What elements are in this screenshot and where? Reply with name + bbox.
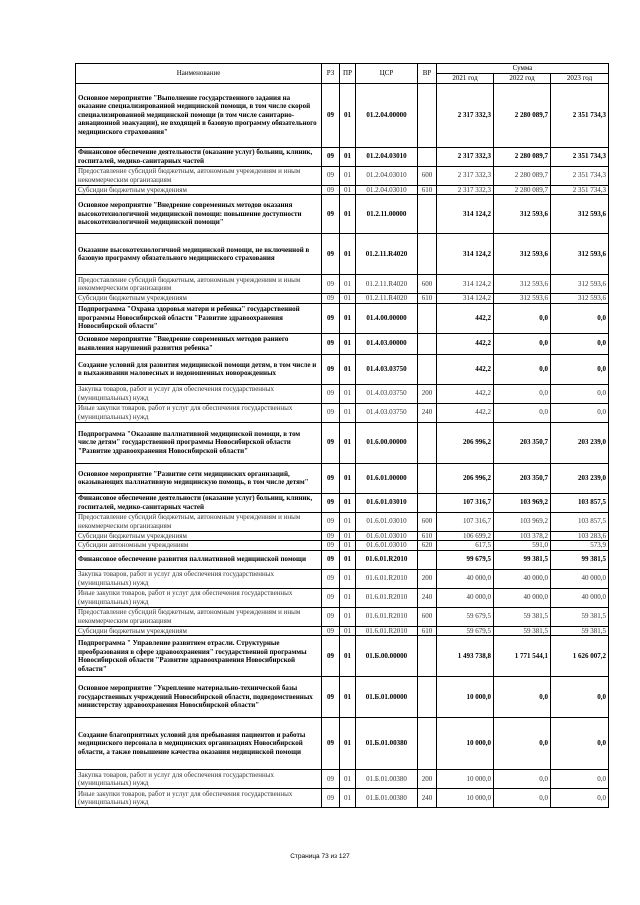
cell-rz: 09: [322, 354, 340, 384]
cell-2022: 312 593,6: [494, 195, 551, 234]
cell-name: Основное мероприятие "Укрепление материально-технической базы государственных учреждений Новосибирской области, подведомственных министерству здравоохранения Новосибирской области": [76, 677, 322, 718]
cell-name: Закупка товаров, работ и услуг для обеспечения государственных (муниципальных) нужд: [76, 569, 322, 588]
cell-csr: 01.2.04.03010: [356, 147, 418, 166]
cell-csr: 01.Б.00.00000: [356, 636, 418, 677]
table-row: [76, 185, 609, 195]
cell-name: Субсидии бюджетным учреждениям: [76, 626, 322, 636]
cell-csr: 01.2.11.R4020: [356, 294, 418, 304]
cell-2022: 2 280 089,7: [494, 83, 551, 147]
cell-vr: [418, 354, 437, 384]
cell-vr: [418, 493, 437, 512]
cell-name: Создание благоприятных условий для пребывания пациентов и работы медицинского персонала в медицинских организациях Новосибирской области, а также повышение качества оказания медицинской помощи: [76, 718, 322, 770]
cell-2022: 1 771 544,1: [494, 636, 551, 677]
cell-2023: 312 593,6: [551, 234, 609, 275]
cell-vr: [418, 303, 437, 333]
cell-2023: 0,0: [551, 789, 609, 808]
cell-2021: 59 679,5: [437, 626, 494, 636]
cell-csr: 01.2.04.03010: [356, 185, 418, 195]
cell-2021: 314 124,2: [437, 195, 494, 234]
cell-rz: 09: [322, 789, 340, 808]
cell-vr: [418, 333, 437, 354]
cell-rz: 09: [322, 83, 340, 147]
cell-vr: 240: [418, 789, 437, 808]
table-row: [76, 403, 609, 422]
cell-pr: 01: [340, 770, 356, 789]
table-row: [76, 677, 609, 718]
cell-2023: 40 000,0: [551, 569, 609, 588]
cell-rz: 09: [322, 718, 340, 770]
cell-2021: 40 000,0: [437, 569, 494, 588]
cell-2021: 10 000,0: [437, 718, 494, 770]
cell-name: Иные закупки товаров, работ и услуг для обеспечения государственных (муниципальных) нужд: [76, 789, 322, 808]
cell-2022: 59 381,5: [494, 607, 551, 626]
cell-rz: 09: [322, 422, 340, 463]
cell-pr: 01: [340, 333, 356, 354]
cell-2021: 10 000,0: [437, 770, 494, 789]
cell-pr: 01: [340, 422, 356, 463]
table-row: [76, 422, 609, 463]
cell-2021: 107 316,7: [437, 493, 494, 512]
header-year-2023: 2023 год: [551, 74, 609, 84]
cell-rz: 09: [322, 195, 340, 234]
cell-2022: 59 381,5: [494, 626, 551, 636]
cell-2021: 617,5: [437, 541, 494, 551]
cell-2023: 59 381,5: [551, 626, 609, 636]
cell-2023: 103 283,6: [551, 531, 609, 541]
cell-2022: 2 280 089,7: [494, 166, 551, 185]
cell-csr: 01.6.01.R2010: [356, 569, 418, 588]
cell-2023: 103 857,5: [551, 512, 609, 531]
cell-rz: 09: [322, 626, 340, 636]
cell-2021: 2 317 332,3: [437, 147, 494, 166]
cell-2021: 2 317 332,3: [437, 185, 494, 195]
table-row: [76, 275, 609, 294]
cell-pr: 01: [340, 384, 356, 403]
cell-name: Субсидии автономным учреждениям: [76, 541, 322, 551]
cell-csr: 01.Б.01.00380: [356, 770, 418, 789]
cell-name: Закупка товаров, работ и услуг для обеспечения государственных (муниципальных) нужд: [76, 384, 322, 403]
cell-name: Иные закупки товаров, работ и услуг для обеспечения государственных (муниципальных) нужд: [76, 588, 322, 607]
cell-2023: 2 351 734,3: [551, 166, 609, 185]
table-row: [76, 463, 609, 493]
cell-pr: 01: [340, 83, 356, 147]
cell-2022: 99 381,5: [494, 550, 551, 569]
budget-table-body: [76, 83, 609, 808]
table-row: [76, 636, 609, 677]
cell-pr: 01: [340, 463, 356, 493]
cell-2023: 99 381,5: [551, 550, 609, 569]
cell-2022: 0,0: [494, 384, 551, 403]
cell-vr: 600: [418, 512, 437, 531]
cell-pr: 01: [340, 294, 356, 304]
cell-2021: 2 317 332,3: [437, 83, 494, 147]
cell-2022: 203 350,7: [494, 463, 551, 493]
cell-vr: 600: [418, 607, 437, 626]
cell-2021: 314 124,2: [437, 275, 494, 294]
table-row: [76, 588, 609, 607]
cell-rz: 09: [322, 493, 340, 512]
cell-csr: 01.6.01.R2010: [356, 550, 418, 569]
header-name: Наименование: [76, 64, 322, 84]
cell-2023: 203 239,0: [551, 463, 609, 493]
cell-2021: 99 679,5: [437, 550, 494, 569]
cell-rz: 09: [322, 770, 340, 789]
table-row: [76, 493, 609, 512]
cell-csr: 01.2.11.00000: [356, 195, 418, 234]
cell-2023: 40 000,0: [551, 588, 609, 607]
cell-csr: 01.6.01.R2010: [356, 626, 418, 636]
cell-name: Финансовое обеспечение деятельности (оказание услуг) больниц, клиник, госпиталей, медико-санитарных частей: [76, 147, 322, 166]
table-row: [76, 354, 609, 384]
cell-2023: 312 593,6: [551, 294, 609, 304]
cell-2021: 2 317 332,3: [437, 166, 494, 185]
table-row: [76, 550, 609, 569]
cell-vr: 600: [418, 275, 437, 294]
cell-name: Основное мероприятие "Внедрение современных методов оказания высокотехнологичной медицинской помощи: повышение доступности высокотехнологичной медицинской помощи": [76, 195, 322, 234]
cell-rz: 09: [322, 512, 340, 531]
cell-csr: 01.6.00.00000: [356, 422, 418, 463]
cell-name: Предоставление субсидий бюджетным, автономным учреждениям и иным некоммерческим организациям: [76, 607, 322, 626]
cell-name: Предоставление субсидий бюджетным, автономным учреждениям и иным некоммерческим организациям: [76, 166, 322, 185]
cell-2022: 40 000,0: [494, 569, 551, 588]
cell-2023: 312 593,6: [551, 195, 609, 234]
table-row: [76, 770, 609, 789]
cell-2021: 59 679,5: [437, 607, 494, 626]
cell-2023: 203 239,0: [551, 422, 609, 463]
header-vr: ВР: [418, 64, 437, 84]
cell-name: Подпрограмма " Управление развитием отрасли. Структурные преобразования в сфере здравоохранения" государственной программы Новосибирской области "Развитие здравоохранения Новосибирской области": [76, 636, 322, 677]
cell-pr: 01: [340, 718, 356, 770]
cell-rz: 09: [322, 333, 340, 354]
cell-pr: 01: [340, 531, 356, 541]
table-row: [76, 626, 609, 636]
table-row: [76, 234, 609, 275]
cell-2022: 103 969,2: [494, 493, 551, 512]
cell-csr: 01.6.01.R2010: [356, 607, 418, 626]
table-row: [76, 607, 609, 626]
cell-csr: 01.6.01.00000: [356, 463, 418, 493]
cell-name: Субсидии бюджетным учреждениям: [76, 185, 322, 195]
cell-2023: 103 857,5: [551, 493, 609, 512]
cell-vr: [418, 147, 437, 166]
cell-2022: 312 593,6: [494, 275, 551, 294]
cell-name: Предоставление субсидий бюджетным, автономным учреждениям и иным некоммерческим организациям: [76, 275, 322, 294]
cell-csr: 01.6.01.03010: [356, 493, 418, 512]
cell-vr: 600: [418, 166, 437, 185]
cell-pr: 01: [340, 195, 356, 234]
cell-2021: 442,2: [437, 333, 494, 354]
cell-name: Подпрограмма "Охрана здоровья матери и ребенка" государственной программы Новосибирской области "Развитие здравоохранения Новосибирской области": [76, 303, 322, 333]
cell-2023: 0,0: [551, 718, 609, 770]
cell-2022: 203 350,7: [494, 422, 551, 463]
cell-2022: 2 280 089,7: [494, 185, 551, 195]
cell-2021: 442,2: [437, 303, 494, 333]
cell-rz: 09: [322, 531, 340, 541]
cell-name: Оказание высокотехнологичной медицинской помощи, не включенной в базовую программу обязательного медицинского страхования: [76, 234, 322, 275]
table-row: [76, 333, 609, 354]
cell-name: Предоставление субсидий бюджетным, автономным учреждениям и иным некоммерческим организациям: [76, 512, 322, 531]
cell-vr: 200: [418, 569, 437, 588]
cell-csr: 01.4.03.03750: [356, 354, 418, 384]
cell-2023: 59 381,5: [551, 607, 609, 626]
cell-csr: 01.4.03.03750: [356, 384, 418, 403]
cell-2021: 10 000,0: [437, 789, 494, 808]
header-rz: РЗ: [322, 64, 340, 84]
cell-vr: 610: [418, 626, 437, 636]
cell-pr: 01: [340, 541, 356, 551]
cell-2023: 0,0: [551, 303, 609, 333]
cell-csr: 01.4.03.03750: [356, 403, 418, 422]
cell-csr: 01.6.01.R2010: [356, 588, 418, 607]
cell-rz: 09: [322, 569, 340, 588]
cell-rz: 09: [322, 607, 340, 626]
cell-name: Субсидии бюджетным учреждениям: [76, 531, 322, 541]
header-pr: ПР: [340, 64, 356, 84]
cell-name: Основное мероприятие "Внедрение современных методов раннего выявления нарушений развития ребенка": [76, 333, 322, 354]
cell-csr: 01.4.03.00000: [356, 333, 418, 354]
cell-vr: 610: [418, 294, 437, 304]
cell-2022: 0,0: [494, 403, 551, 422]
cell-vr: 240: [418, 588, 437, 607]
cell-pr: 01: [340, 185, 356, 195]
cell-csr: 01.2.04.03010: [356, 166, 418, 185]
cell-2022: 312 593,6: [494, 234, 551, 275]
cell-name: Основное мероприятие "Развитие сети медицинских организаций, оказывающих паллиативную медицинскую помощь, в том числе детям": [76, 463, 322, 493]
cell-vr: [418, 422, 437, 463]
cell-vr: [418, 718, 437, 770]
cell-2023: 0,0: [551, 677, 609, 718]
cell-pr: 01: [340, 354, 356, 384]
cell-pr: 01: [340, 166, 356, 185]
cell-pr: 01: [340, 626, 356, 636]
cell-2023: 0,0: [551, 384, 609, 403]
cell-rz: 09: [322, 550, 340, 569]
cell-rz: 09: [322, 463, 340, 493]
cell-2021: 40 000,0: [437, 588, 494, 607]
cell-2022: 0,0: [494, 677, 551, 718]
cell-2023: 0,0: [551, 354, 609, 384]
cell-vr: 610: [418, 531, 437, 541]
table-row: [76, 384, 609, 403]
cell-pr: 01: [340, 147, 356, 166]
cell-rz: 09: [322, 166, 340, 185]
cell-vr: 200: [418, 384, 437, 403]
cell-vr: 200: [418, 770, 437, 789]
cell-rz: 09: [322, 636, 340, 677]
header-year-2022: 2022 год: [494, 74, 551, 84]
budget-table: [75, 63, 609, 808]
cell-name: Субсидии бюджетным учреждениям: [76, 294, 322, 304]
cell-rz: 09: [322, 677, 340, 718]
cell-2021: 106 699,2: [437, 531, 494, 541]
cell-2021: 442,2: [437, 354, 494, 384]
table-row: [76, 512, 609, 531]
cell-2023: 2 351 734,3: [551, 147, 609, 166]
cell-pr: 01: [340, 512, 356, 531]
cell-vr: [418, 677, 437, 718]
cell-2021: 314 124,2: [437, 294, 494, 304]
cell-rz: 09: [322, 588, 340, 607]
table-row: [76, 83, 609, 147]
table-row: [76, 294, 609, 304]
header-year-2021: 2021 год: [437, 74, 494, 84]
cell-name: Иные закупки товаров, работ и услуг для обеспечения государственных (муниципальных) нужд: [76, 403, 322, 422]
cell-pr: 01: [340, 403, 356, 422]
cell-2021: 107 316,7: [437, 512, 494, 531]
cell-csr: 01.2.11.R4020: [356, 234, 418, 275]
cell-2021: 442,2: [437, 403, 494, 422]
cell-2023: 2 351 734,3: [551, 83, 609, 147]
table-row: [76, 303, 609, 333]
table-row: [76, 718, 609, 770]
cell-2021: 314 124,2: [437, 234, 494, 275]
cell-csr: 01.Б.01.00000: [356, 677, 418, 718]
cell-2022: 2 280 089,7: [494, 147, 551, 166]
cell-2021: 442,2: [437, 384, 494, 403]
cell-2021: 10 000,0: [437, 677, 494, 718]
table-row: [76, 166, 609, 185]
cell-vr: [418, 83, 437, 147]
cell-pr: 01: [340, 234, 356, 275]
cell-vr: 610: [418, 185, 437, 195]
cell-pr: 01: [340, 677, 356, 718]
cell-csr: 01.6.01.03010: [356, 531, 418, 541]
table-row: [76, 541, 609, 551]
cell-name: Закупка товаров, работ и услуг для обеспечения государственных (муниципальных) нужд: [76, 770, 322, 789]
cell-name: Подпрограмма "Оказание паллиативной медицинской помощи, в том числе детям" государственной программы Новосибирской области "Развитие здравоохранения Новосибирской области": [76, 422, 322, 463]
cell-2022: 0,0: [494, 354, 551, 384]
cell-2023: 2 351 734,3: [551, 185, 609, 195]
cell-2022: 0,0: [494, 303, 551, 333]
cell-pr: 01: [340, 569, 356, 588]
cell-2023: 0,0: [551, 403, 609, 422]
table-row: [76, 195, 609, 234]
cell-pr: 01: [340, 275, 356, 294]
cell-2022: 0,0: [494, 789, 551, 808]
cell-vr: [418, 550, 437, 569]
cell-vr: [418, 195, 437, 234]
cell-rz: 09: [322, 275, 340, 294]
cell-pr: 01: [340, 607, 356, 626]
cell-csr: 01.4.00.00000: [356, 303, 418, 333]
cell-2021: 1 493 738,8: [437, 636, 494, 677]
cell-vr: [418, 636, 437, 677]
cell-2022: 591,0: [494, 541, 551, 551]
cell-name: Финансовое обеспечение развития паллиативной медицинской помощи: [76, 550, 322, 569]
cell-vr: [418, 234, 437, 275]
cell-csr: 01.2.11.R4020: [356, 275, 418, 294]
cell-csr: 01.2.04.00000: [356, 83, 418, 147]
cell-2022: 103 969,2: [494, 512, 551, 531]
cell-csr: 01.6.01.03010: [356, 541, 418, 551]
cell-2022: 40 000,0: [494, 588, 551, 607]
table-row: [76, 789, 609, 808]
cell-rz: 09: [322, 303, 340, 333]
cell-csr: 01.Б.01.00380: [356, 789, 418, 808]
table-row: [76, 531, 609, 541]
cell-2022: 312 593,6: [494, 294, 551, 304]
cell-rz: 09: [322, 234, 340, 275]
cell-2022: 0,0: [494, 770, 551, 789]
header-csr: ЦСР: [356, 64, 418, 84]
cell-2023: 312 593,6: [551, 275, 609, 294]
cell-pr: 01: [340, 636, 356, 677]
cell-csr: 01.Б.01.00380: [356, 718, 418, 770]
cell-2022: 103 378,2: [494, 531, 551, 541]
cell-rz: 09: [322, 541, 340, 551]
cell-vr: [418, 463, 437, 493]
cell-2023: 0,0: [551, 770, 609, 789]
cell-pr: 01: [340, 550, 356, 569]
cell-rz: 09: [322, 294, 340, 304]
cell-vr: 240: [418, 403, 437, 422]
cell-rz: 09: [322, 403, 340, 422]
cell-pr: 01: [340, 493, 356, 512]
cell-rz: 09: [322, 147, 340, 166]
cell-rz: 09: [322, 384, 340, 403]
cell-2022: 0,0: [494, 718, 551, 770]
cell-pr: 01: [340, 588, 356, 607]
cell-2022: 0,0: [494, 333, 551, 354]
table-row: [76, 147, 609, 166]
cell-2021: 206 996,2: [437, 422, 494, 463]
cell-rz: 09: [322, 185, 340, 195]
cell-csr: 01.6.01.03010: [356, 512, 418, 531]
cell-pr: 01: [340, 303, 356, 333]
cell-pr: 01: [340, 789, 356, 808]
cell-2023: 573,9: [551, 541, 609, 551]
cell-name: Основное мероприятие "Выполнение государственного задания на оказание специализированной медицинской помощи, в том числе скорой специализированной медицинской помощи (в том числе санитарно-авиационной эвакуации), не входящей в базовую программу обязательного медицинского страхования": [76, 83, 322, 147]
cell-name: Создание условий для развития медицинской помощи детям, в том числе и в выхаживании маловесных и недоношенных новорожденных: [76, 354, 322, 384]
page-number: Страница 73 из 127: [290, 853, 350, 860]
table-row: [76, 569, 609, 588]
cell-2021: 206 996,2: [437, 463, 494, 493]
cell-2023: 1 626 007,2: [551, 636, 609, 677]
cell-vr: 620: [418, 541, 437, 551]
header-sum: Сумма: [437, 64, 609, 74]
cell-2023: 0,0: [551, 333, 609, 354]
cell-name: Финансовое обеспечение деятельности (оказание услуг) больниц, клиник, госпиталей, медико-санитарных частей: [76, 493, 322, 512]
